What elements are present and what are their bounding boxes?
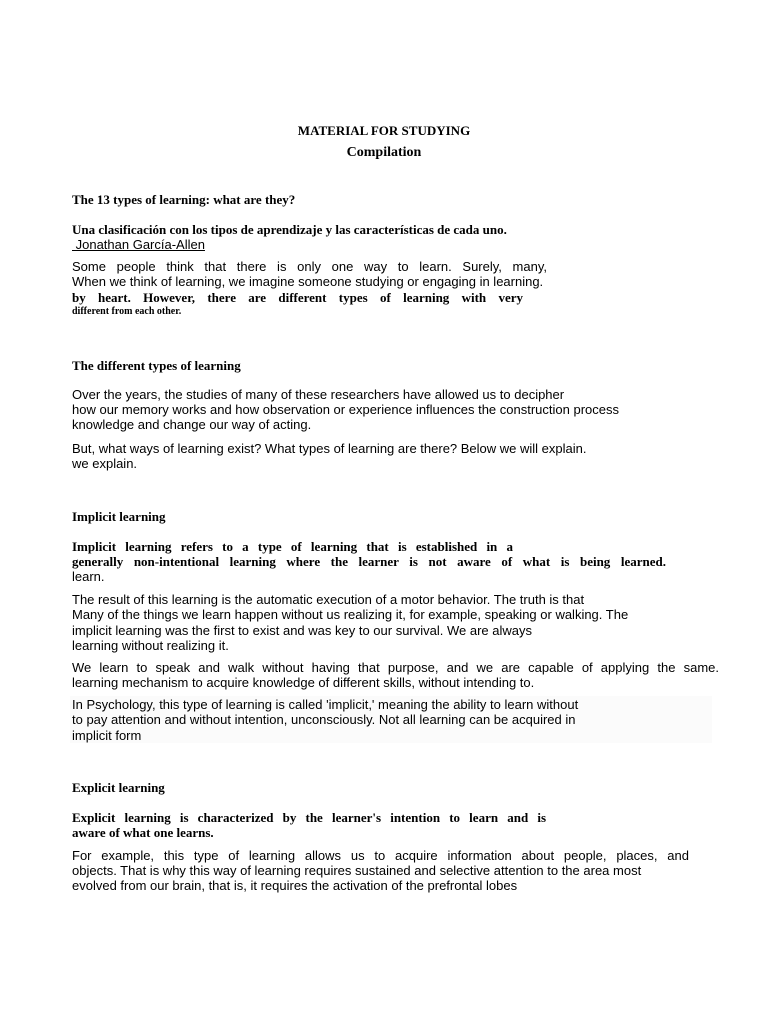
- implicit-para2-line-1: We learn to speak and walk without having that purpose, and we are capable of applying the same.: [72, 660, 719, 675]
- intro-line-1: Some people think that there is only one way to learn. Surely, many,: [72, 259, 547, 274]
- implicit-para1-line-4: learning without realizing it.: [72, 638, 229, 653]
- types-para2-line-2: we explain.: [72, 456, 138, 471]
- implicit-bold-tail: learn.: [72, 569, 105, 584]
- document-subtitle: Compilation: [346, 145, 422, 160]
- document-title: MATERIAL FOR STUDYING: [297, 123, 471, 138]
- types-para1-line-2: how our memory works and how observation or experience influences the construction process: [72, 402, 619, 417]
- section-heading-types: The different types of learning: [72, 358, 241, 373]
- implicit-para3-line-3: implicit form: [72, 728, 142, 743]
- intro-line-3: by heart. However, there are different types of learning with very: [72, 290, 523, 305]
- section-heading-explicit: Explicit learning: [72, 780, 165, 795]
- section-heading-implicit: Implicit learning: [72, 509, 166, 524]
- types-para1-line-3: knowledge and change our way of acting.: [72, 417, 312, 432]
- implicit-para1-line-1: The result of this learning is the automatic execution of a motor behavior. The truth is that: [72, 592, 585, 607]
- types-para1-line-1: Over the years, the studies of many of these researchers have allowed us to decipher: [72, 387, 565, 402]
- implicit-bold-line-1: Implicit learning refers to a type of learning that is established in a: [72, 539, 513, 554]
- intro-line-2: When we think of learning, we imagine someone studying or engaging in learning.: [72, 274, 544, 289]
- article-heading: The 13 types of learning: what are they?: [72, 192, 296, 207]
- intro-line-4: different from each other.: [72, 306, 182, 317]
- implicit-para1-line-3: implicit learning was the first to exist and was key to our survival. We are always: [72, 623, 532, 638]
- implicit-para3-line-1: In Psychology, this type of learning is called 'implicit,' meaning the ability to learn without: [72, 697, 579, 712]
- implicit-para2-line-2: learning mechanism to acquire knowledge of different skills, without intending to.: [72, 675, 535, 690]
- author-link[interactable]: Jonathan García-Allen: [72, 237, 205, 252]
- types-para2-line-1: But, what ways of learning exist? What types of learning are there? Below we will explain.: [72, 441, 587, 456]
- implicit-bold-line-2: generally non-intentional learning where the learner is not aware of what is being learned.: [72, 554, 666, 569]
- explicit-para1-line-2: objects. That is why this way of learning requires sustained and selective attention to the area most: [72, 863, 642, 878]
- implicit-para3-line-2: to pay attention and without intention, unconsciously. Not all learning can be acquired in: [72, 712, 576, 727]
- explicit-para1-line-1: For example, this type of learning allows us to acquire information about people, places, and: [72, 848, 689, 863]
- explicit-para1-line-3: evolved from our brain, that is, it requires the activation of the prefrontal lobes: [72, 878, 518, 893]
- article-subheading: Una clasificación con los tipos de aprendizaje y las características de cada uno.: [72, 222, 507, 237]
- explicit-bold-line-1: Explicit learning is characterized by the learner's intention to learn and is: [72, 810, 546, 825]
- explicit-bold-line-2: aware of what one learns.: [72, 825, 214, 840]
- implicit-para1-line-2: Many of the things we learn happen without us realizing it, for example, speaking or walking. The: [72, 607, 629, 622]
